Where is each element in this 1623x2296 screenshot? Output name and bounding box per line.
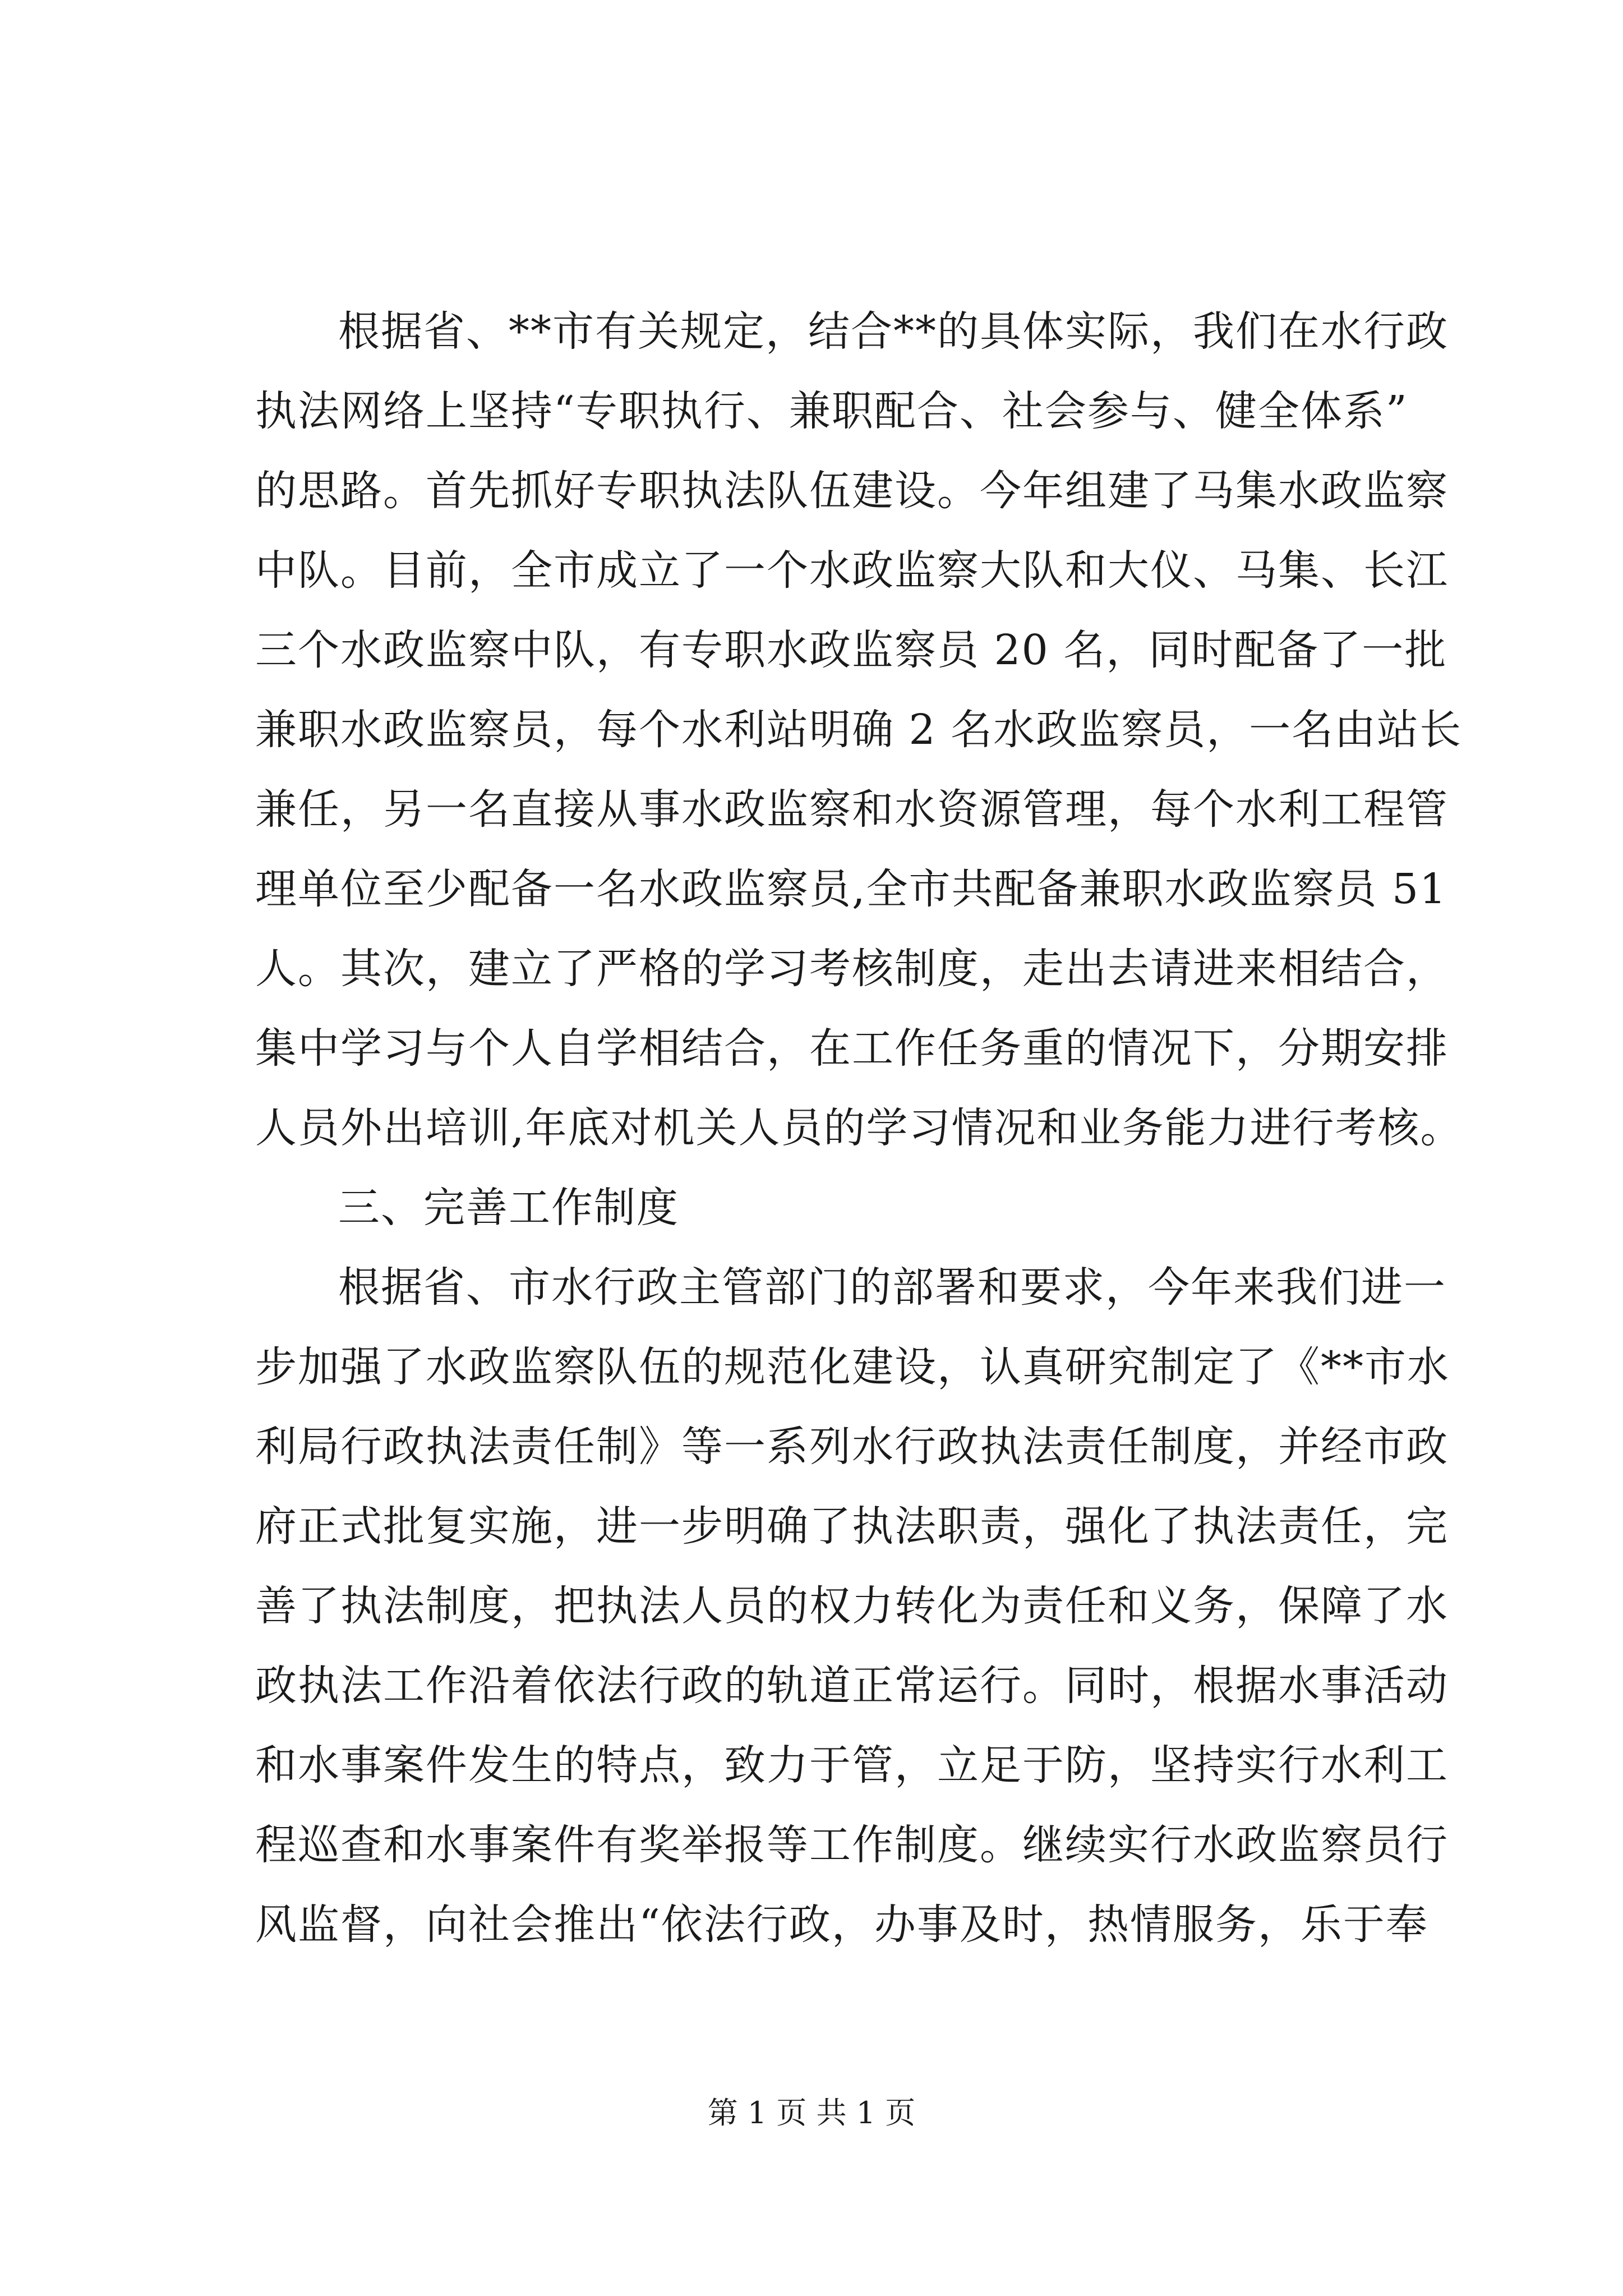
page-footer: 第 1 页 共 1 页 [707, 2095, 916, 2131]
paragraph-line: 利局行政执法责任制》等一系列水行政执法责任制度，并经市政 [255, 1423, 1449, 1471]
paragraph-line: 善了执法制度，把执法人员的权力转化为责任和义务，保障了水 [255, 1582, 1449, 1630]
paragraph-line: 根据省、市水行政主管部门的部署和要求，今年来我们进一 [338, 1263, 1446, 1312]
paragraph-line: 风监督，向社会推出“依法行政，办事及时，热情服务，乐于奉 [255, 1901, 1428, 1949]
paragraph-line: 兼任，另一名直接从事水政监察和水资源管理，每个水利工程管 [255, 785, 1449, 834]
paragraph-line: 人员外出培训,年底对机关人员的学习情况和业务能力进行考核。 [255, 1104, 1463, 1152]
paragraph-line: 中队。目前，全市成立了一个水政监察大队和大仪、马集、长江 [255, 546, 1449, 595]
paragraph-line: 兼职水政监察员，每个水利站明确 2 名水政监察员，一名由站长 [255, 706, 1463, 754]
paragraph-line: 理单位至少配备一名水政监察员,全市共配备兼职水政监察员 51 [255, 865, 1447, 913]
paragraph-line: 府正式批复实施，进一步明确了执法职责，强化了执法责任，完 [255, 1502, 1449, 1550]
paragraph-line: 程巡查和水事案件有奖举报等工作制度。继续实行水政监察员行 [255, 1821, 1449, 1869]
paragraph-line: 执法网络上坚持“专职执行、兼职配合、社会参与、健全体系” [255, 387, 1408, 435]
paragraph-line: 三个水政监察中队，有专职水政监察员 20 名，同时配备了一批 [255, 626, 1447, 674]
paragraph-line: 政执法工作沿着依法行政的轨道正常运行。同时，根据水事活动 [255, 1662, 1449, 1710]
document-body [255, 292, 1463, 1964]
paragraph-line: 的思路。首先抓好专职执法队伍建设。今年组建了马集水政监察 [255, 467, 1449, 515]
paragraph-line: 集中学习与个人自学相结合，在工作任务重的情况下，分期安排 [255, 1024, 1449, 1073]
paragraph-line: 步加强了水政监察队伍的规范化建设，认真研究制定了《**市水 [255, 1343, 1450, 1391]
paragraph-line: 根据省、**市有关规定，结合**的具体实际，我们在水行政 [338, 307, 1449, 356]
section-heading: 三、完善工作制度 [338, 1184, 679, 1232]
paragraph-line: 人。其次，建立了严格的学习考核制度，走出去请进来相结合， [255, 945, 1449, 993]
paragraph-line: 和水事案件发生的特点，致力于管，立足于防，坚持实行水利工 [255, 1741, 1449, 1789]
